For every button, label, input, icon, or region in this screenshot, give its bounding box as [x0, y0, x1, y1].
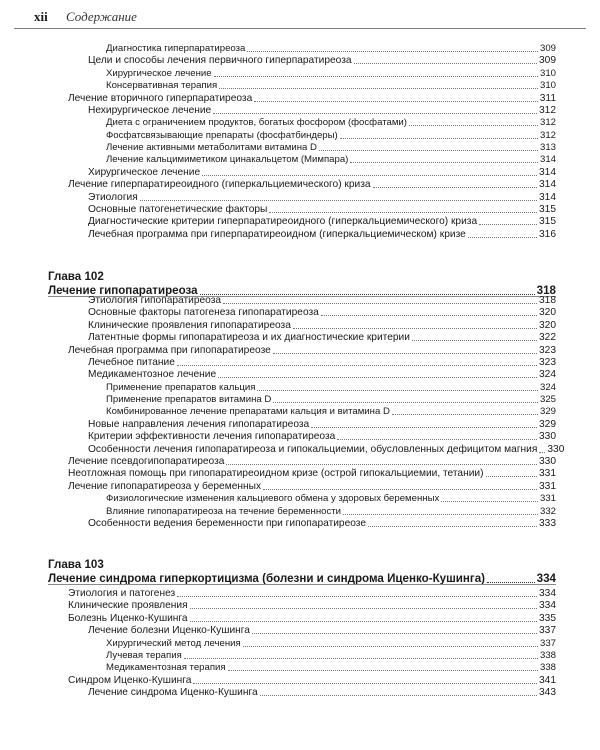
entry-title: Применение препаратов кальция — [106, 381, 256, 393]
entry-title: Лечение гиперпаратиреоидного (гиперкальциемического) криза — [68, 179, 371, 191]
dot-leader — [479, 224, 537, 225]
toc-entry[interactable] — [68, 92, 556, 104]
entry-page-number: 331 — [539, 468, 556, 480]
entry-page-number: 331 — [539, 480, 556, 492]
entry-title: Хирургический метод лечения — [106, 637, 241, 649]
entry-title: Новые направления лечения гипопаратиреоза — [88, 418, 310, 430]
entry-title: Влияние гипопаратиреоза на течение беременности — [106, 505, 342, 517]
toc-entry[interactable] — [106, 141, 556, 153]
toc-entry[interactable] — [106, 153, 556, 165]
entry-page-number: 329 — [539, 406, 556, 418]
entry-title: Медикаментозная терапия — [106, 662, 226, 674]
dot-leader — [487, 582, 535, 583]
dot-leader — [392, 414, 538, 415]
entry-title: Критерии эффективности лечения гипопаратиреоза — [88, 431, 336, 443]
entry-title: Лечение кальцимиметиком цинакальцетом (Мимпара) — [106, 154, 349, 166]
dot-leader — [486, 476, 538, 477]
dot-leader — [321, 315, 537, 316]
toc-entry[interactable] — [88, 331, 556, 343]
entry-page-number: 334 — [539, 588, 556, 599]
entry-page-number: 332 — [539, 505, 556, 517]
dot-leader — [311, 427, 537, 428]
chapter-page-number: 318 — [536, 284, 556, 297]
dot-leader — [190, 608, 537, 609]
toc-entry[interactable] — [88, 517, 556, 529]
entry-page-number: 318 — [539, 295, 556, 306]
entry-title: Болезнь Иценко-Кушинга — [68, 612, 188, 624]
dot-leader — [247, 51, 538, 52]
dot-leader — [190, 621, 537, 622]
entry-title: Этиология — [88, 191, 138, 203]
entry-page-number: 312 — [539, 117, 556, 129]
toc-entry[interactable] — [106, 661, 556, 673]
entry-page-number: 315 — [539, 203, 556, 215]
dot-leader — [202, 175, 537, 176]
entry-page-number: 337 — [539, 637, 556, 649]
entry-page-number: 313 — [539, 142, 556, 153]
entry-title: Клинические проявления гипопаратиреоза — [88, 319, 291, 331]
toc-entry[interactable] — [68, 178, 556, 190]
page-number: xii — [34, 9, 48, 24]
dot-leader — [226, 464, 537, 465]
toc-entry[interactable] — [68, 674, 556, 686]
entry-page-number: 316 — [539, 228, 556, 240]
entry-page-number: 330 — [539, 431, 556, 443]
entry-page-number: 324 — [539, 381, 556, 393]
toc-entry[interactable] — [88, 368, 556, 380]
toc-entry[interactable] — [106, 381, 556, 393]
toc-entry[interactable] — [68, 480, 556, 492]
entry-title: Лечение болезни Иценко-Кушинга — [88, 625, 250, 637]
entry-title: Диагностические критерии гиперпаратиреоидного (гиперкальциемического) криза — [88, 216, 478, 228]
entry-page-number: 324 — [539, 369, 556, 381]
entry-page-number: 343 — [539, 687, 556, 698]
toc-entry[interactable] — [88, 686, 556, 698]
toc-entry[interactable] — [88, 191, 556, 203]
dot-leader — [257, 390, 538, 391]
dot-leader — [468, 237, 537, 238]
toc-entry[interactable] — [68, 344, 556, 356]
chapter-label: Глава 103 — [48, 558, 104, 571]
entry-title: Лечение псевдогипопаратиреоза — [68, 455, 225, 467]
entry-title: Комбинированное лечение препаратами кальция и витамина D — [106, 406, 390, 418]
dot-leader — [252, 633, 537, 634]
entry-title: Применение препаратов витамина D — [106, 394, 272, 405]
entry-title: Физиологические изменения кальциевого обмена у здоровых беременных — [106, 493, 440, 505]
dot-leader — [350, 162, 538, 163]
dot-leader — [219, 88, 538, 89]
toc-entry[interactable] — [68, 587, 556, 599]
entry-page-number: 325 — [539, 394, 556, 405]
entry-title: Лечение активными метаболитами витамина D — [106, 142, 317, 153]
toc-entry[interactable] — [106, 492, 556, 504]
entry-title: Особенности ведения беременности при гипопаратиреозе — [88, 517, 367, 529]
entry-title: Основные патогенетические факторы — [88, 203, 268, 215]
entry-title: Лечение гипопаратиреоза у беременных — [68, 480, 262, 492]
chapter-title: Лечение синдрома гиперкортицизма (болезни и синдрома Иценко-Кушинга) — [48, 572, 486, 585]
dot-leader — [177, 596, 537, 597]
dot-leader — [243, 646, 538, 647]
entry-page-number: 320 — [539, 319, 556, 331]
entry-title: Лечебная программа при гиперпаратиреоидном (гиперкальциемическом) кризе — [88, 228, 466, 240]
entry-page-number: 309 — [539, 43, 556, 54]
dot-leader — [441, 501, 538, 502]
entry-page-number: 309 — [539, 55, 556, 67]
entry-title: Лечебная программа при гипопаратиреозе — [68, 344, 271, 356]
entry-page-number: 312 — [539, 104, 556, 116]
entry-page-number: 314 — [539, 166, 556, 178]
dot-leader — [319, 150, 538, 151]
entry-title: Хирургическое лечение — [88, 166, 201, 178]
toc-entry[interactable] — [68, 599, 556, 611]
entry-title: Синдром Иценко-Кушинга — [68, 674, 192, 686]
dot-leader — [269, 212, 537, 213]
entry-page-number: 330 — [547, 443, 565, 455]
chapter-label: Глава 102 — [48, 270, 104, 283]
toc-entry[interactable] — [88, 306, 556, 318]
dot-leader — [214, 76, 538, 77]
toc-entry[interactable] — [68, 467, 556, 479]
entry-title: Клинические проявления — [68, 600, 188, 612]
toc-entry[interactable] — [88, 228, 556, 240]
toc-entry[interactable] — [106, 637, 556, 649]
toc-entry[interactable] — [88, 356, 556, 368]
dot-leader — [337, 439, 537, 440]
entry-page-number: 341 — [539, 674, 556, 686]
entry-page-number: 323 — [539, 356, 556, 368]
toc-entry[interactable] — [106, 79, 556, 91]
toc-entry[interactable] — [88, 418, 556, 430]
entry-title: Нехирургическое лечение — [88, 104, 212, 116]
entry-page-number: 314 — [539, 179, 556, 191]
entry-title: Этиология гипопаратиреоза — [88, 295, 222, 306]
toc-entry[interactable] — [106, 67, 556, 79]
entry-page-number: 320 — [539, 307, 556, 319]
entry-page-number: 337 — [539, 625, 556, 637]
entry-title: Лечение вторичного гиперпаратиреоза — [68, 92, 253, 104]
entry-page-number: 338 — [539, 662, 556, 674]
entry-title: Лучевая терапия — [106, 649, 182, 661]
dot-leader — [273, 402, 538, 403]
header-title: Содержание — [66, 9, 137, 24]
dot-leader — [177, 365, 537, 366]
toc-entry[interactable] — [88, 104, 556, 116]
toc-entry[interactable] — [106, 129, 556, 141]
entry-title: Особенности лечения гипопаратиреоза и гипокальциемии, обусловленных дефицитом магния — [88, 443, 538, 455]
entry-title: Неотложная помощь при гипопаратиреоидном кризе (острой гипокальциемии, тетании) — [68, 468, 484, 480]
dot-leader — [343, 514, 538, 515]
entry-title: Фосфатсвязывающие препараты (фосфатбиндеры) — [106, 129, 338, 141]
toc-entry[interactable] — [106, 649, 556, 661]
entry-page-number: 314 — [539, 191, 556, 203]
dot-leader — [373, 187, 537, 188]
dot-leader — [368, 526, 537, 527]
entry-title: Хирургическое лечение — [106, 67, 212, 79]
entry-page-number: 335 — [539, 612, 556, 624]
entry-title: Этиология и патогенез — [68, 588, 176, 599]
toc-entry[interactable] — [106, 393, 556, 405]
dot-leader — [218, 377, 537, 378]
toc-entry[interactable] — [106, 405, 556, 417]
dot-leader — [228, 670, 538, 671]
entry-page-number: 334 — [539, 600, 556, 612]
toc-entry[interactable] — [88, 54, 556, 66]
dot-leader — [213, 113, 537, 114]
dot-leader — [354, 63, 537, 64]
toc-entry[interactable] — [88, 166, 556, 178]
toc-entry[interactable] — [88, 203, 556, 215]
entry-title: Диагностика гиперпаратиреоза — [106, 43, 246, 54]
toc-entry[interactable] — [88, 215, 556, 227]
toc-entry[interactable] — [106, 505, 556, 517]
dot-leader — [184, 658, 538, 659]
dot-leader — [409, 125, 538, 126]
dot-leader — [539, 452, 545, 453]
chapter-title: Лечение гипопаратиреоза — [48, 284, 198, 297]
toc-entry[interactable] — [88, 319, 556, 331]
entry-title: Консервативная терапия — [106, 80, 218, 92]
toc-entry[interactable] — [68, 612, 556, 624]
toc-entry[interactable] — [88, 624, 556, 636]
dot-leader — [340, 138, 538, 139]
entry-title: Лечение синдрома Иценко-Кушинга — [88, 687, 258, 698]
entry-page-number: 333 — [539, 517, 556, 529]
entry-page-number: 338 — [539, 649, 556, 661]
entry-page-number: 329 — [539, 418, 556, 430]
toc-entry[interactable] — [88, 294, 556, 306]
dot-leader — [263, 489, 537, 490]
running-header — [14, 6, 586, 29]
entry-page-number: 310 — [539, 80, 556, 92]
entry-page-number: 311 — [539, 92, 556, 104]
entry-page-number: 315 — [539, 216, 556, 228]
entry-page-number: 312 — [539, 129, 556, 141]
toc-entry[interactable] — [106, 42, 556, 54]
chapter-rule — [48, 584, 556, 585]
dot-leader — [193, 683, 537, 684]
chapter-page-number: 334 — [536, 572, 556, 585]
chapter-title-row[interactable] — [48, 571, 556, 585]
toc-entry[interactable] — [106, 116, 556, 128]
dot-leader — [273, 353, 537, 354]
entry-page-number: 331 — [539, 493, 556, 505]
entry-title: Медикаментозное лечение — [88, 369, 217, 381]
dot-leader — [140, 200, 537, 201]
entry-page-number: 310 — [539, 67, 556, 79]
entry-title: Диета с ограничением продуктов, богатых фосфором (фосфатами) — [106, 117, 407, 129]
entry-title: Лечебное питание — [88, 356, 175, 368]
entry-page-number: 314 — [539, 154, 556, 166]
dot-leader — [260, 695, 537, 696]
dot-leader — [293, 328, 537, 329]
entry-page-number: 322 — [539, 332, 556, 344]
dot-leader — [412, 340, 537, 341]
entry-page-number: 323 — [539, 344, 556, 356]
entry-title: Основные факторы патогенеза гипопаратиреоза — [88, 307, 319, 319]
dot-leader — [223, 303, 537, 304]
toc-entry[interactable] — [88, 443, 565, 455]
entry-title: Цели и способы лечения первичного гиперпаратиреоза — [88, 55, 352, 67]
entry-title: Латентные формы гипопаратиреоза и их диагностические критерии — [88, 332, 410, 344]
toc-entry[interactable] — [88, 430, 556, 442]
toc-entry[interactable] — [68, 455, 556, 467]
entry-page-number: 330 — [539, 455, 556, 467]
dot-leader — [254, 101, 537, 102]
